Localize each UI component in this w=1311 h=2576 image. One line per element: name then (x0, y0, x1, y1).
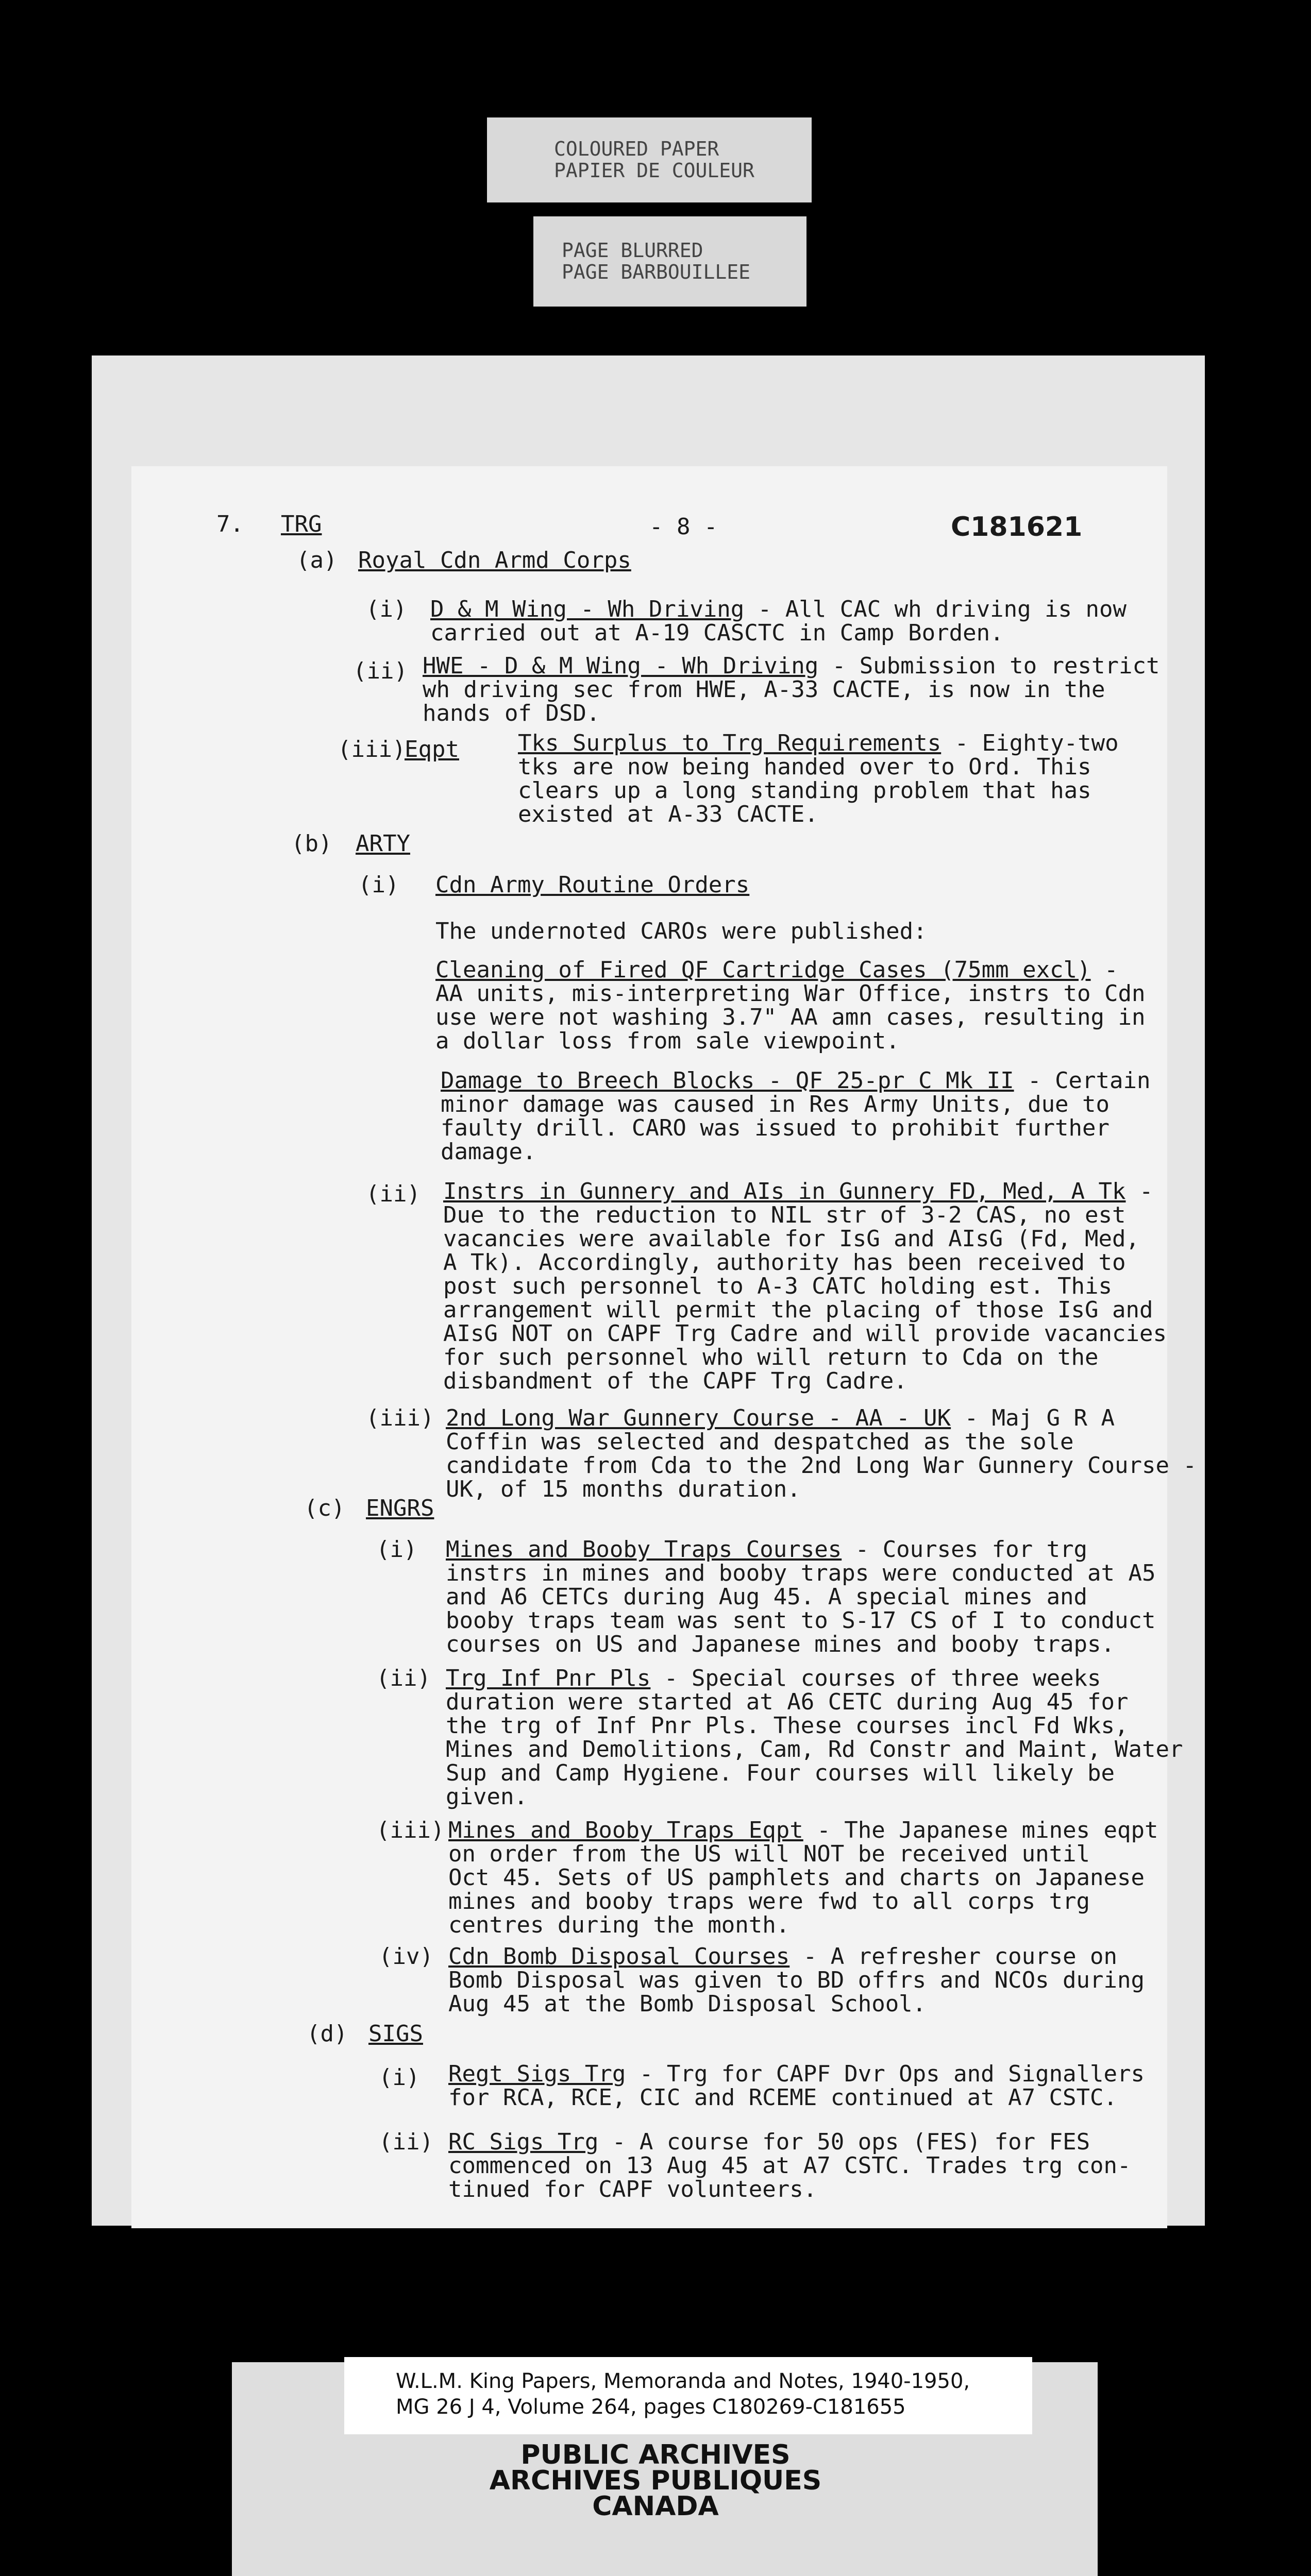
b-i-head: Cdn Army Routine Orders (435, 872, 750, 898)
c-iii-rest: - The Japanese mines eqpt (803, 1817, 1158, 1843)
c-iv-head: Cdn Bomb Disposal Courses (448, 1943, 790, 1970)
b-ii-rest: - (1125, 1178, 1153, 1205)
item-b-letter: (b) (291, 831, 332, 857)
b-iii-line2: Coffin was selected and despatched as the sole (446, 1429, 1074, 1455)
archives-stamp (0, 2439, 1311, 2522)
b-i-p2-head: Damage to Breech Blocks - QF 25-pr C Mk II (441, 1067, 1014, 1094)
d-ii-line2: commenced on 13 Aug 45 at A7 CSTC. Trades trg con- (448, 2153, 1131, 2179)
d-ii-line1 (448, 2130, 1090, 2154)
b-i-p2-line2: minor damage was caused in Res Army Units, due to (441, 1091, 1110, 1117)
c-ii-line3: the trg of Inf Pnr Pls. These courses incl Fd Wks, (446, 1713, 1129, 1739)
c-i-head: Mines and Booby Traps Courses (446, 1536, 842, 1563)
a-i-line1 (430, 598, 1127, 621)
b-iii-line4: UK, of 15 months duration. (446, 1476, 801, 1502)
c-iv-num: (iv) (379, 1943, 433, 1970)
c-ii-head: Trg Inf Pnr Pls (446, 1665, 651, 1691)
c-iii-line2: on order from the US will NOT be received until (448, 1841, 1090, 1867)
a-ii-head: HWE - D & M Wing - Wh Driving (423, 653, 819, 679)
d-i-rest: - Trg for CAPF Dvr Ops and Signallers (626, 2061, 1145, 2087)
a-iii-line3: clears up a long standing problem that has (518, 777, 1091, 804)
b-ii-line9: disbandment of the CAPF Trg Cadre. (443, 1368, 907, 1394)
b-i-p2-rest: - Certain (1014, 1067, 1151, 1094)
a-iii-head: Tks Surplus to Trg Requirements (518, 730, 942, 756)
b-ii-line3: vacancies were available for IsG and AIsG (Fd, Med, (443, 1226, 1140, 1252)
c-i-line5: courses on US and Japanese mines and booby traps. (446, 1631, 1115, 1657)
b-i-intro: The undernoted CAROs were published: (435, 918, 927, 944)
a-ii-line1 (423, 654, 1159, 678)
page-number: - 8 - (649, 514, 718, 540)
c-iii-line4: mines and booby traps were fwd to all corps trg (448, 1888, 1090, 1914)
archives-en: PUBLIC ARCHIVES (520, 2439, 791, 2470)
c-ii-line6: given. (446, 1784, 528, 1810)
page-blurred-label (533, 216, 806, 307)
b-i-p2-line4: damage. (441, 1139, 536, 1165)
d-ii-rest: - A course for 50 ops (FES) for FES (598, 2129, 1090, 2155)
a-iii-eqpt: Eqpt (405, 736, 459, 762)
b-i-num: (i) (358, 872, 399, 898)
item-a-letter: (a) (296, 547, 338, 573)
c-i-line2: instrs in mines and booby traps were conducted at A5 (446, 1560, 1156, 1586)
b-i-p1-line1 (435, 958, 1118, 982)
b-ii-line7: AIsG NOT on CAPF Trg Cadre and will provide vacancies (443, 1320, 1167, 1347)
coloured-paper-en: COLOURED PAPER (554, 138, 719, 160)
b-i-p1-line3: use were not washing 3.7" AA amn cases, resulting in (435, 1004, 1146, 1030)
archives-country: CANADA (592, 2491, 719, 2522)
d-ii-line3: tinued for CAPF volunteers. (448, 2176, 817, 2202)
c-ii-line1 (446, 1667, 1101, 1690)
c-ii-line4: Mines and Demolitions, Cam, Rd Constr and Maint, Water (446, 1736, 1183, 1762)
item-b-title: ARTY (356, 831, 410, 857)
b-i-p1-rest: - (1090, 957, 1118, 983)
a-ii-rest: - Submission to restrict (818, 653, 1160, 679)
d-i-line2: for RCA, RCE, CIC and RCEME continued at A7 CSTC. (448, 2084, 1118, 2111)
b-iii-line3: candidate from Cda to the 2nd Long War Gunnery Course - (446, 1452, 1197, 1479)
d-i-num: (i) (379, 2064, 420, 2091)
a-iii-line4: existed at A-33 CACTE. (518, 801, 818, 827)
a-i-line2: carried out at A-19 CASCTC in Camp Borden. (430, 620, 1004, 646)
document-page (131, 466, 1197, 2228)
c-ii-rest: - Special courses of three weeks (650, 1665, 1101, 1691)
c-i-line1 (446, 1538, 1087, 1562)
b-i-p1-line4: a dollar loss from sale viewpoint. (435, 1028, 900, 1054)
a-ii-line2: wh driving sec from HWE, A-33 CACTE, is now in the (423, 676, 1105, 703)
c-ii-line2: duration were started at A6 CETC during Aug 45 for (446, 1689, 1129, 1715)
c-iv-line2: Bomb Disposal was given to BD offrs and NCOs during (448, 1967, 1145, 1993)
c-iii-head: Mines and Booby Traps Eqpt (448, 1817, 803, 1843)
b-i-p2-line3: faulty drill. CARO was issued to prohibit further (441, 1115, 1110, 1141)
b-ii-line1 (443, 1180, 1153, 1204)
document-code: C181621 (951, 512, 1083, 543)
item-d-title: SIGS (368, 2021, 423, 2047)
citation-box (344, 2357, 1032, 2434)
page-blurred-en: PAGE BLURRED (562, 239, 703, 262)
a-i-rest: - All CAC wh driving is now (744, 596, 1127, 622)
a-ii-num: (ii) (353, 658, 408, 684)
a-i-num: (i) (366, 596, 407, 622)
c-i-rest: - Courses for trg (842, 1536, 1088, 1563)
c-i-num: (i) (376, 1536, 417, 1563)
a-ii-line3: hands of DSD. (423, 700, 600, 726)
a-iii-num: (iii) (338, 736, 406, 762)
c-iii-line3: Oct 45. Sets of US pamphlets and charts on Japanese (448, 1865, 1145, 1891)
citation-line1: W.L.M. King Papers, Memoranda and Notes, 1940-1950, (396, 2369, 970, 2393)
b-ii-line6: arrangement will permit the placing of those IsG and (443, 1297, 1153, 1323)
coloured-paper-label (487, 117, 812, 202)
b-ii-line4: A Tk). Accordingly, authority has been received to (443, 1249, 1126, 1276)
archives-fr: ARCHIVES PUBLIQUES (489, 2465, 822, 2496)
a-iii-line2: tks are now being handed over to Ord. This (518, 754, 1091, 780)
c-ii-num: (ii) (376, 1665, 431, 1691)
c-iv-rest: - A refresher course on (789, 1943, 1118, 1970)
section-title: TRG (281, 511, 322, 537)
b-i-p1-line2: AA units, mis-interpreting War Office, instrs to Cdn (435, 980, 1146, 1007)
a-i-head: D & M Wing - Wh Driving (430, 596, 745, 622)
b-iii-head: 2nd Long War Gunnery Course - AA - UK (446, 1405, 951, 1431)
c-ii-line5: Sup and Camp Hygiene. Four courses will likely be (446, 1760, 1115, 1786)
item-c-letter: (c) (304, 1495, 345, 1521)
b-ii-head: Instrs in Gunnery and AIs in Gunnery FD, Med, A Tk (443, 1178, 1126, 1205)
a-iii-rest: - Eighty-two (941, 730, 1119, 756)
c-i-line4: booby traps team was sent to S-17 CS of I to conduct (446, 1607, 1156, 1634)
page-blurred-fr: PAGE BARBOUILLEE (562, 261, 751, 283)
section-number: 7. (216, 511, 244, 537)
a-iii-line1 (518, 732, 1119, 755)
d-i-head: Regt Sigs Trg (448, 2061, 626, 2087)
b-ii-line8: for such personnel who will return to Cda on the (443, 1344, 1099, 1370)
b-i-p1-head: Cleaning of Fired QF Cartridge Cases (75mm excl) (435, 957, 1091, 983)
b-ii-num: (ii) (366, 1181, 421, 1207)
c-i-line3: and A6 CETCs during Aug 45. A special mines and (446, 1584, 1088, 1610)
citation-line2: MG 26 J 4, Volume 264, pages C180269-C181655 (396, 2395, 906, 2419)
c-iii-line1 (448, 1819, 1158, 1842)
b-iii-line1 (446, 1406, 1115, 1430)
d-ii-head: RC Sigs Trg (448, 2129, 599, 2155)
item-a-title: Royal Cdn Armd Corps (358, 547, 631, 573)
item-d-letter: (d) (307, 2021, 348, 2047)
b-iii-num: (iii) (366, 1405, 434, 1431)
c-iii-num: (iii) (376, 1817, 445, 1843)
b-iii-rest: - Maj G R A (951, 1405, 1115, 1431)
b-ii-line5: post such personnel to A-3 CATC holding est. This (443, 1273, 1113, 1299)
d-i-line1 (448, 2062, 1145, 2086)
b-i-p2-line1 (441, 1069, 1151, 1093)
d-ii-num: (ii) (379, 2129, 433, 2155)
c-iv-line1 (448, 1945, 1117, 1969)
b-ii-line2: Due to the reduction to NIL str of 3-2 CAS, no est (443, 1202, 1126, 1228)
item-c-title: ENGRS (366, 1495, 434, 1521)
c-iv-line3: Aug 45 at the Bomb Disposal School. (448, 1991, 927, 2017)
coloured-paper-fr: PAPIER DE COULEUR (554, 159, 754, 182)
c-iii-line5: centres during the month. (448, 1912, 790, 1938)
